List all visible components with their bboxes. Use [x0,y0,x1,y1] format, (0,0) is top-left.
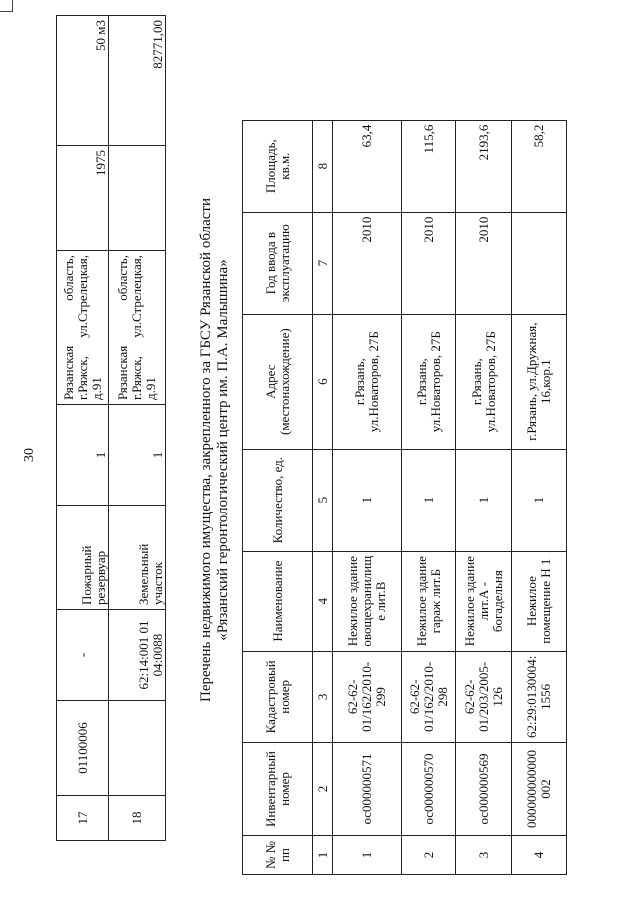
property-name: Нежилое здание лит.А - богадельня [456,551,512,651]
heading-line-2: «Рязанский геронтологический центр им. П.А. Малышина» [215,259,231,641]
document-heading [198,130,232,770]
quantity: 1 [57,405,109,506]
inventory-number: 01100006 [57,701,109,796]
address: г.Рязань, ул.Новаторов, 27Б [402,314,456,449]
header-inventory-number: Инвентарный номер [243,743,313,836]
quantity: 1 [456,449,512,551]
commission-year: 1975 [57,146,109,251]
header-address: Адрес (местонахождение) [243,314,313,449]
header-area: Площадь, кв.м. [243,120,313,212]
top-property-table [56,15,166,841]
inventory-number [109,701,166,796]
commission-year [109,146,166,251]
commission-year [512,212,567,314]
inventory-number: 000000000000 002 [512,743,567,836]
row-number: 3 [456,836,512,875]
address: г.Рязань, ул.Новаторов, 27Б [456,314,512,449]
property-name: Нежилое здание овощехранилищ е лит.В [333,551,402,651]
row-number: 1 [333,836,402,875]
address: г.Рязань, ул.Дружная, 16,кор.1 [512,314,567,449]
row-number: 18 [109,796,166,841]
property-list-table [242,120,567,875]
column-number: 1 [313,836,333,875]
row-number: 2 [402,836,456,875]
header-quantity: Количество, ед. [243,449,313,551]
cadastral-number: 62:29:0130004: 1556 [512,651,567,742]
cadastral-number: 62-62-01/203/2005-126 [456,651,512,742]
table-row [109,16,166,841]
cadastral-number: - [57,610,109,701]
cadastral-number: 62-62-01/162/2010-299 [333,651,402,742]
area: 50 м3 [57,16,109,146]
table-row [333,120,402,874]
table-header-row [243,120,313,874]
row-number: 4 [512,836,567,875]
cadastral-number: 62-62-01/162/2010-298 [402,651,456,742]
address: г.Рязань, ул.Новаторов, 27Б [333,314,402,449]
header-cadastral-number: Кадастровый номер [243,651,313,742]
area: 63,4 [333,120,402,212]
column-number: 2 [313,743,333,836]
heading-line-1: Перечень недвижимого имущества, закрепленного за ГБСУ Рязанской области [198,198,214,702]
column-number: 5 [313,449,333,551]
table-row [512,120,567,874]
address: Рязанская область, г.Ряжск, ул.Стрелецкая, д.91 [109,251,166,405]
column-number: 6 [313,314,333,449]
area: 115,6 [402,120,456,212]
table-row [57,16,109,841]
column-number: 8 [313,120,333,212]
page-corner-mark [0,0,13,12]
inventory-number: ос000000570 [402,743,456,836]
inventory-number: ос000000571 [333,743,402,836]
table-row [456,120,512,874]
quantity: 1 [512,449,567,551]
column-number-row [313,120,333,874]
cadastral-number: 62:14:001 01 04:0088 [109,610,166,701]
property-name: Нежилое здание гараж лит.Б [402,551,456,651]
area: 2193,6 [456,120,512,212]
quantity: 1 [109,405,166,506]
property-name: Нежилое помещение Н 1 [512,551,567,651]
address: Рязанская область, г.Ряжск, ул.Стрелецкая, д.91 [57,251,109,405]
page-number: 30 [22,448,37,462]
commission-year: 2010 [456,212,512,314]
area: 58,2 [512,120,567,212]
commission-year: 2010 [333,212,402,314]
inventory-number: ос000000569 [456,743,512,836]
quantity: 1 [333,449,402,551]
header-name: Наименование [243,551,313,651]
header-commission-year: Год ввода в эксплуатацию [243,212,313,314]
column-number: 4 [313,551,333,651]
property-name: Земельный участок [109,506,166,610]
column-number: 3 [313,651,333,742]
column-number: 7 [313,212,333,314]
area: 82771,00 [109,16,166,146]
quantity: 1 [402,449,456,551]
table-row [402,120,456,874]
header-row-number: № № пп [243,836,313,875]
row-number: 17 [57,796,109,841]
commission-year: 2010 [402,212,456,314]
property-name: Пожарный резервуар [57,506,109,610]
